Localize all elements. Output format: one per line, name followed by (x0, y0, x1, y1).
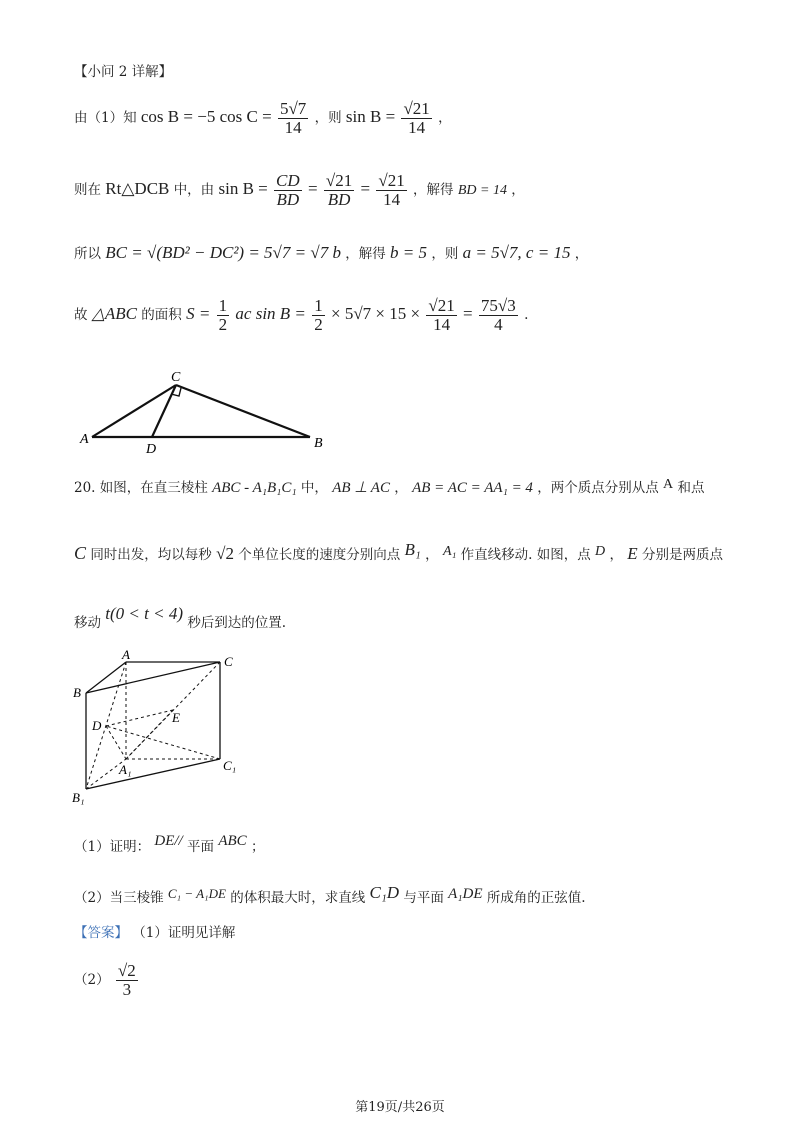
prism-label-B1: B₁ (72, 790, 85, 805)
solution-line-4: 故 △ABC 的面积 S = $\frac{1}{2}$ ac sin B = $\frac{1}{2}$ × 5√7 × 15 × $\frac{√21}{14}$ = $\frac{75√3}{4}$ . (74, 296, 529, 334)
rt-triangle-dcb: Rt△DCB (105, 179, 170, 198)
answer-tag: 【答案】 (74, 925, 128, 941)
bd-result: BD = 14 (457, 183, 507, 198)
prism-label-A: A (122, 647, 130, 662)
prism-label-B: B (73, 685, 81, 700)
label-C: C (171, 370, 181, 385)
section-heading: 【小问 2 详解】 (74, 64, 173, 80)
eq-bc: BC = √(BD² − DC²) = 5√7 = √7 b (105, 243, 341, 262)
prism-label-C: C (224, 654, 233, 669)
label-D: D (146, 442, 157, 457)
frac-sqrt21-14: $\frac{√21}{14}$ (403, 99, 430, 137)
answer-line-1: 【答案】 （1）证明见详解 (74, 925, 236, 941)
problem-20-line-1: 20. 如图，在直三棱柱 ABC - A₁B₁C₁ 中， AB ⊥ AC ， AB = AC = AA₁ = 4 ，两个质点分别从点 A 和点 (74, 477, 705, 496)
question-2: （2）当三棱锥 C₁ − A₁DE 的体积最大时，求直线 C₁D 与平面 A₁DE 所成角的正弦值. (74, 883, 586, 906)
label-B: B (314, 436, 323, 451)
page-footer: 第19页/共26页 (355, 1100, 445, 1115)
label-A: A (80, 432, 89, 447)
solution-line-1: 由（1）知 cos B = −5 cos C = $\frac{5√7}{14}$ ，则 sin B = $\frac{√21}{14}$ ， (74, 99, 452, 137)
solution-line-2: 则在 Rt△DCB 中，由 sin B = $\frac{CD}{BD}$ = $\frac{√21}{BD}$ = $\frac{√21}{14}$ ，解得 BD = 14 ， (74, 171, 525, 209)
prism-label-C1: C₁ (223, 758, 237, 773)
solution-line-3: 所以 BC = √(BD² − DC²) = 5√7 = √7 b ，解得 b = 5 ，则 a = 5√7, c = 15 ， (74, 243, 589, 262)
eq-sinB: sin B = (345, 107, 396, 126)
problem-20-line-2: C 同时出发，均以每秒 √2 个单位长度的速度分别向点 B₁ ， A₁ 作直线移动. 如图，点 D ， E 分别是两质点 (74, 540, 723, 563)
answer-fraction: $\frac{√2}{3}$ (117, 961, 136, 999)
problem-20-line-3: 移动 t(0 < t < 4) 秒后到达的位置. (74, 604, 287, 631)
prism-label-D: D (92, 718, 102, 733)
answer-line-2: （2） $\frac{√2}{3}$ (74, 961, 136, 999)
triangle-figure (80, 365, 340, 455)
prism-label-A1: A₁ (119, 762, 132, 777)
prism-label-E: E (172, 710, 180, 725)
question-1: （1）证明： DE// 平面 ABC ； (74, 833, 265, 855)
frac-5sqrt7-14: $\frac{5√7}{14}$ (279, 99, 307, 137)
eq-cosB: cos B = −5 cos C = (140, 107, 272, 126)
prism-figure (70, 647, 270, 810)
